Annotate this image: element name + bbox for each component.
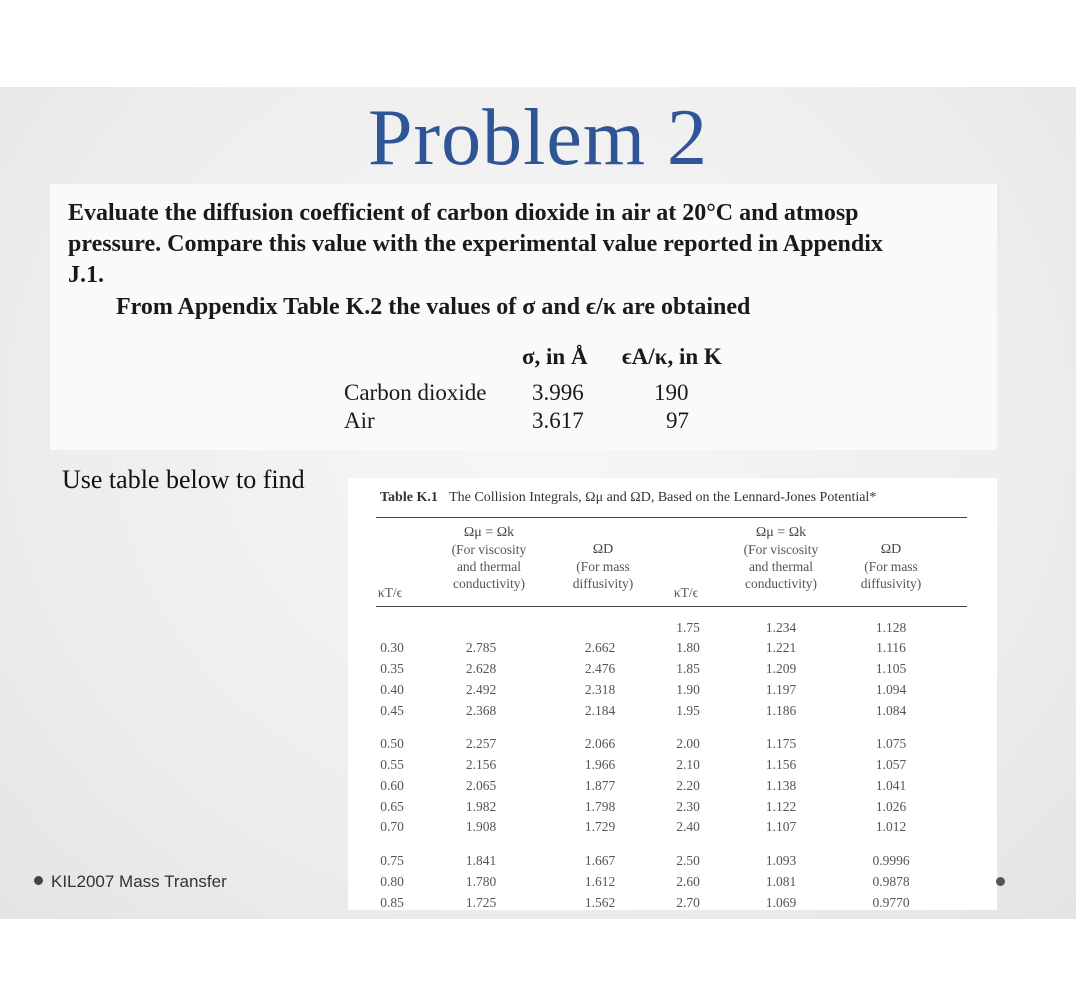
kte-value: 1.95 [676, 703, 700, 718]
omega-mu-value: 1.234 [765, 620, 797, 635]
omega-mu-value: 1.841 [465, 853, 497, 868]
omega-d-value: 2.476 [584, 661, 616, 676]
gas-name: Air [344, 408, 375, 433]
omega-d-value: 2.184 [584, 703, 616, 718]
kte-value: 0.45 [380, 703, 404, 718]
kte-value: 1.75 [676, 620, 700, 635]
omega-mu-value: 1.107 [765, 819, 797, 834]
omega-mu-value: 2.492 [465, 682, 497, 697]
kte-header: κT/ϵ [377, 585, 403, 600]
footer [34, 872, 227, 892]
omega-d-value: 1.105 [875, 661, 907, 676]
omega-d-value: 0.9878 [872, 874, 910, 889]
epsilon-value: 190 [654, 380, 689, 405]
table-caption-text: The Collision Integrals, Ωμ and ΩD, Based on the Lennard-Jones Potential* [449, 490, 877, 505]
omega-d-value: 2.662 [584, 640, 616, 655]
sigma-header: σ, in Å [522, 344, 588, 369]
omega-mu-value: 1.069 [765, 895, 797, 910]
statement-line: pressure. Compare this value with the experimental value reported in Appendix [68, 231, 883, 257]
omega-mu-header: Ωμ = Ωk (For viscosity and thermal conductivity) [743, 525, 819, 591]
omega-mu-value: 1.197 [765, 682, 797, 697]
table-caption [380, 490, 876, 506]
table-top-rule [376, 517, 967, 518]
kte-value: 0.55 [380, 757, 404, 772]
kte-value: 1.90 [676, 682, 700, 697]
appendix-note: From Appendix Table K.2 the values of σ and ϵ/κ are obtained [116, 294, 751, 320]
omega-mu-value: 1.156 [765, 757, 797, 772]
omega-d-value: 1.057 [875, 757, 907, 772]
omega-mu-value: 1.725 [465, 895, 497, 910]
omega-mu-value: 1.093 [765, 853, 797, 868]
omega-mu-value: 1.175 [765, 736, 797, 751]
omega-d-value: 1.877 [584, 778, 616, 793]
statement-line: Evaluate the diffusion coefficient of carbon dioxide in air at 20°C and atmosp [68, 200, 859, 226]
omega-mu-value: 1.221 [765, 640, 797, 655]
kte-value: 2.70 [676, 895, 700, 910]
kte-value: 0.40 [380, 682, 404, 697]
kte-value: 0.70 [380, 819, 404, 834]
bullet-icon [34, 876, 43, 885]
kte-value: 0.80 [380, 874, 404, 889]
omega-mu-value: 2.257 [465, 736, 497, 751]
omega-d-value: 2.318 [584, 682, 616, 697]
omega-d-value: 1.094 [875, 682, 907, 697]
omega-d-value: 1.026 [875, 799, 907, 814]
problem-statement [68, 198, 968, 291]
gas-name: Carbon dioxide [344, 380, 487, 405]
omega-mu-value: 1.908 [465, 819, 497, 834]
omega-d-value: 1.075 [875, 736, 907, 751]
omega-d-value: 1.128 [875, 620, 907, 635]
kte-value: 0.60 [380, 778, 404, 793]
omega-mu-value: 1.982 [465, 799, 497, 814]
kte-value: 1.80 [676, 640, 700, 655]
omega-mu-value: 1.081 [765, 874, 797, 889]
kte-value: 1.85 [676, 661, 700, 676]
omega-d-value: 1.798 [584, 799, 616, 814]
kte-value: 0.65 [380, 799, 404, 814]
omega-mu-value: 2.628 [465, 661, 497, 676]
omega-d-header: ΩD (For mass diffusivity) [572, 542, 634, 591]
table-caption-label: Table K.1 [380, 490, 438, 505]
kte-value: 2.20 [676, 778, 700, 793]
omega-d-value: 1.612 [584, 874, 616, 889]
kte-value: 2.40 [676, 819, 700, 834]
omega-mu-value: 1.138 [765, 778, 797, 793]
omega-d-value: 1.966 [584, 757, 616, 772]
bullet-icon [996, 877, 1005, 886]
omega-mu-value: 1.780 [465, 874, 497, 889]
omega-d-value: 1.041 [875, 778, 907, 793]
slide-title: Problem 2 [367, 94, 709, 182]
omega-d-value: 0.9770 [872, 895, 910, 910]
epsilon-value: 97 [666, 408, 689, 433]
kte-value: 0.35 [380, 661, 404, 676]
sigma-value: 3.617 [532, 408, 584, 433]
epsilon-header: ϵA/κ, in K [622, 344, 722, 369]
omega-mu-value: 2.156 [465, 757, 497, 772]
kte-value: 2.00 [676, 736, 700, 751]
kte-value: 2.30 [676, 799, 700, 814]
kte-value: 0.75 [380, 853, 404, 868]
omega-d-value: 1.012 [875, 819, 907, 834]
instruction-text: Use table below to find [62, 465, 305, 494]
omega-mu-value: 1.186 [765, 703, 797, 718]
kte-value: 2.50 [676, 853, 700, 868]
omega-d-value: 1.116 [876, 640, 906, 655]
omega-d-value: 1.562 [584, 895, 616, 910]
kte-value: 0.85 [380, 895, 404, 910]
omega-d-value: 1.667 [584, 853, 616, 868]
collision-integral-table [348, 478, 997, 910]
omega-mu-header: Ωμ = Ωk (For viscosity and thermal conductivity) [451, 525, 527, 591]
footer-text: KIL2007 Mass Transfer [51, 872, 227, 891]
kte-header: κT/ϵ [673, 585, 699, 600]
omega-d-value: 0.9996 [872, 853, 910, 868]
problem-statement-image [50, 184, 997, 450]
omega-mu-value: 2.065 [465, 778, 497, 793]
kte-value: 0.30 [380, 640, 404, 655]
omega-mu-value: 2.785 [465, 640, 497, 655]
table-header-rule [376, 606, 967, 607]
omega-mu-value: 2.368 [465, 703, 497, 718]
kte-value: 2.60 [676, 874, 700, 889]
sigma-value: 3.996 [532, 380, 584, 405]
kte-value: 2.10 [676, 757, 700, 772]
omega-d-value: 2.066 [584, 736, 616, 751]
omega-mu-value: 1.122 [765, 799, 797, 814]
statement-line: J.1. [68, 262, 104, 288]
omega-d-value: 1.084 [875, 703, 907, 718]
omega-d-header: ΩD (For mass diffusivity) [860, 542, 922, 591]
kte-value: 0.50 [380, 736, 404, 751]
omega-d-value: 1.729 [584, 819, 616, 834]
omega-mu-value: 1.209 [765, 661, 797, 676]
